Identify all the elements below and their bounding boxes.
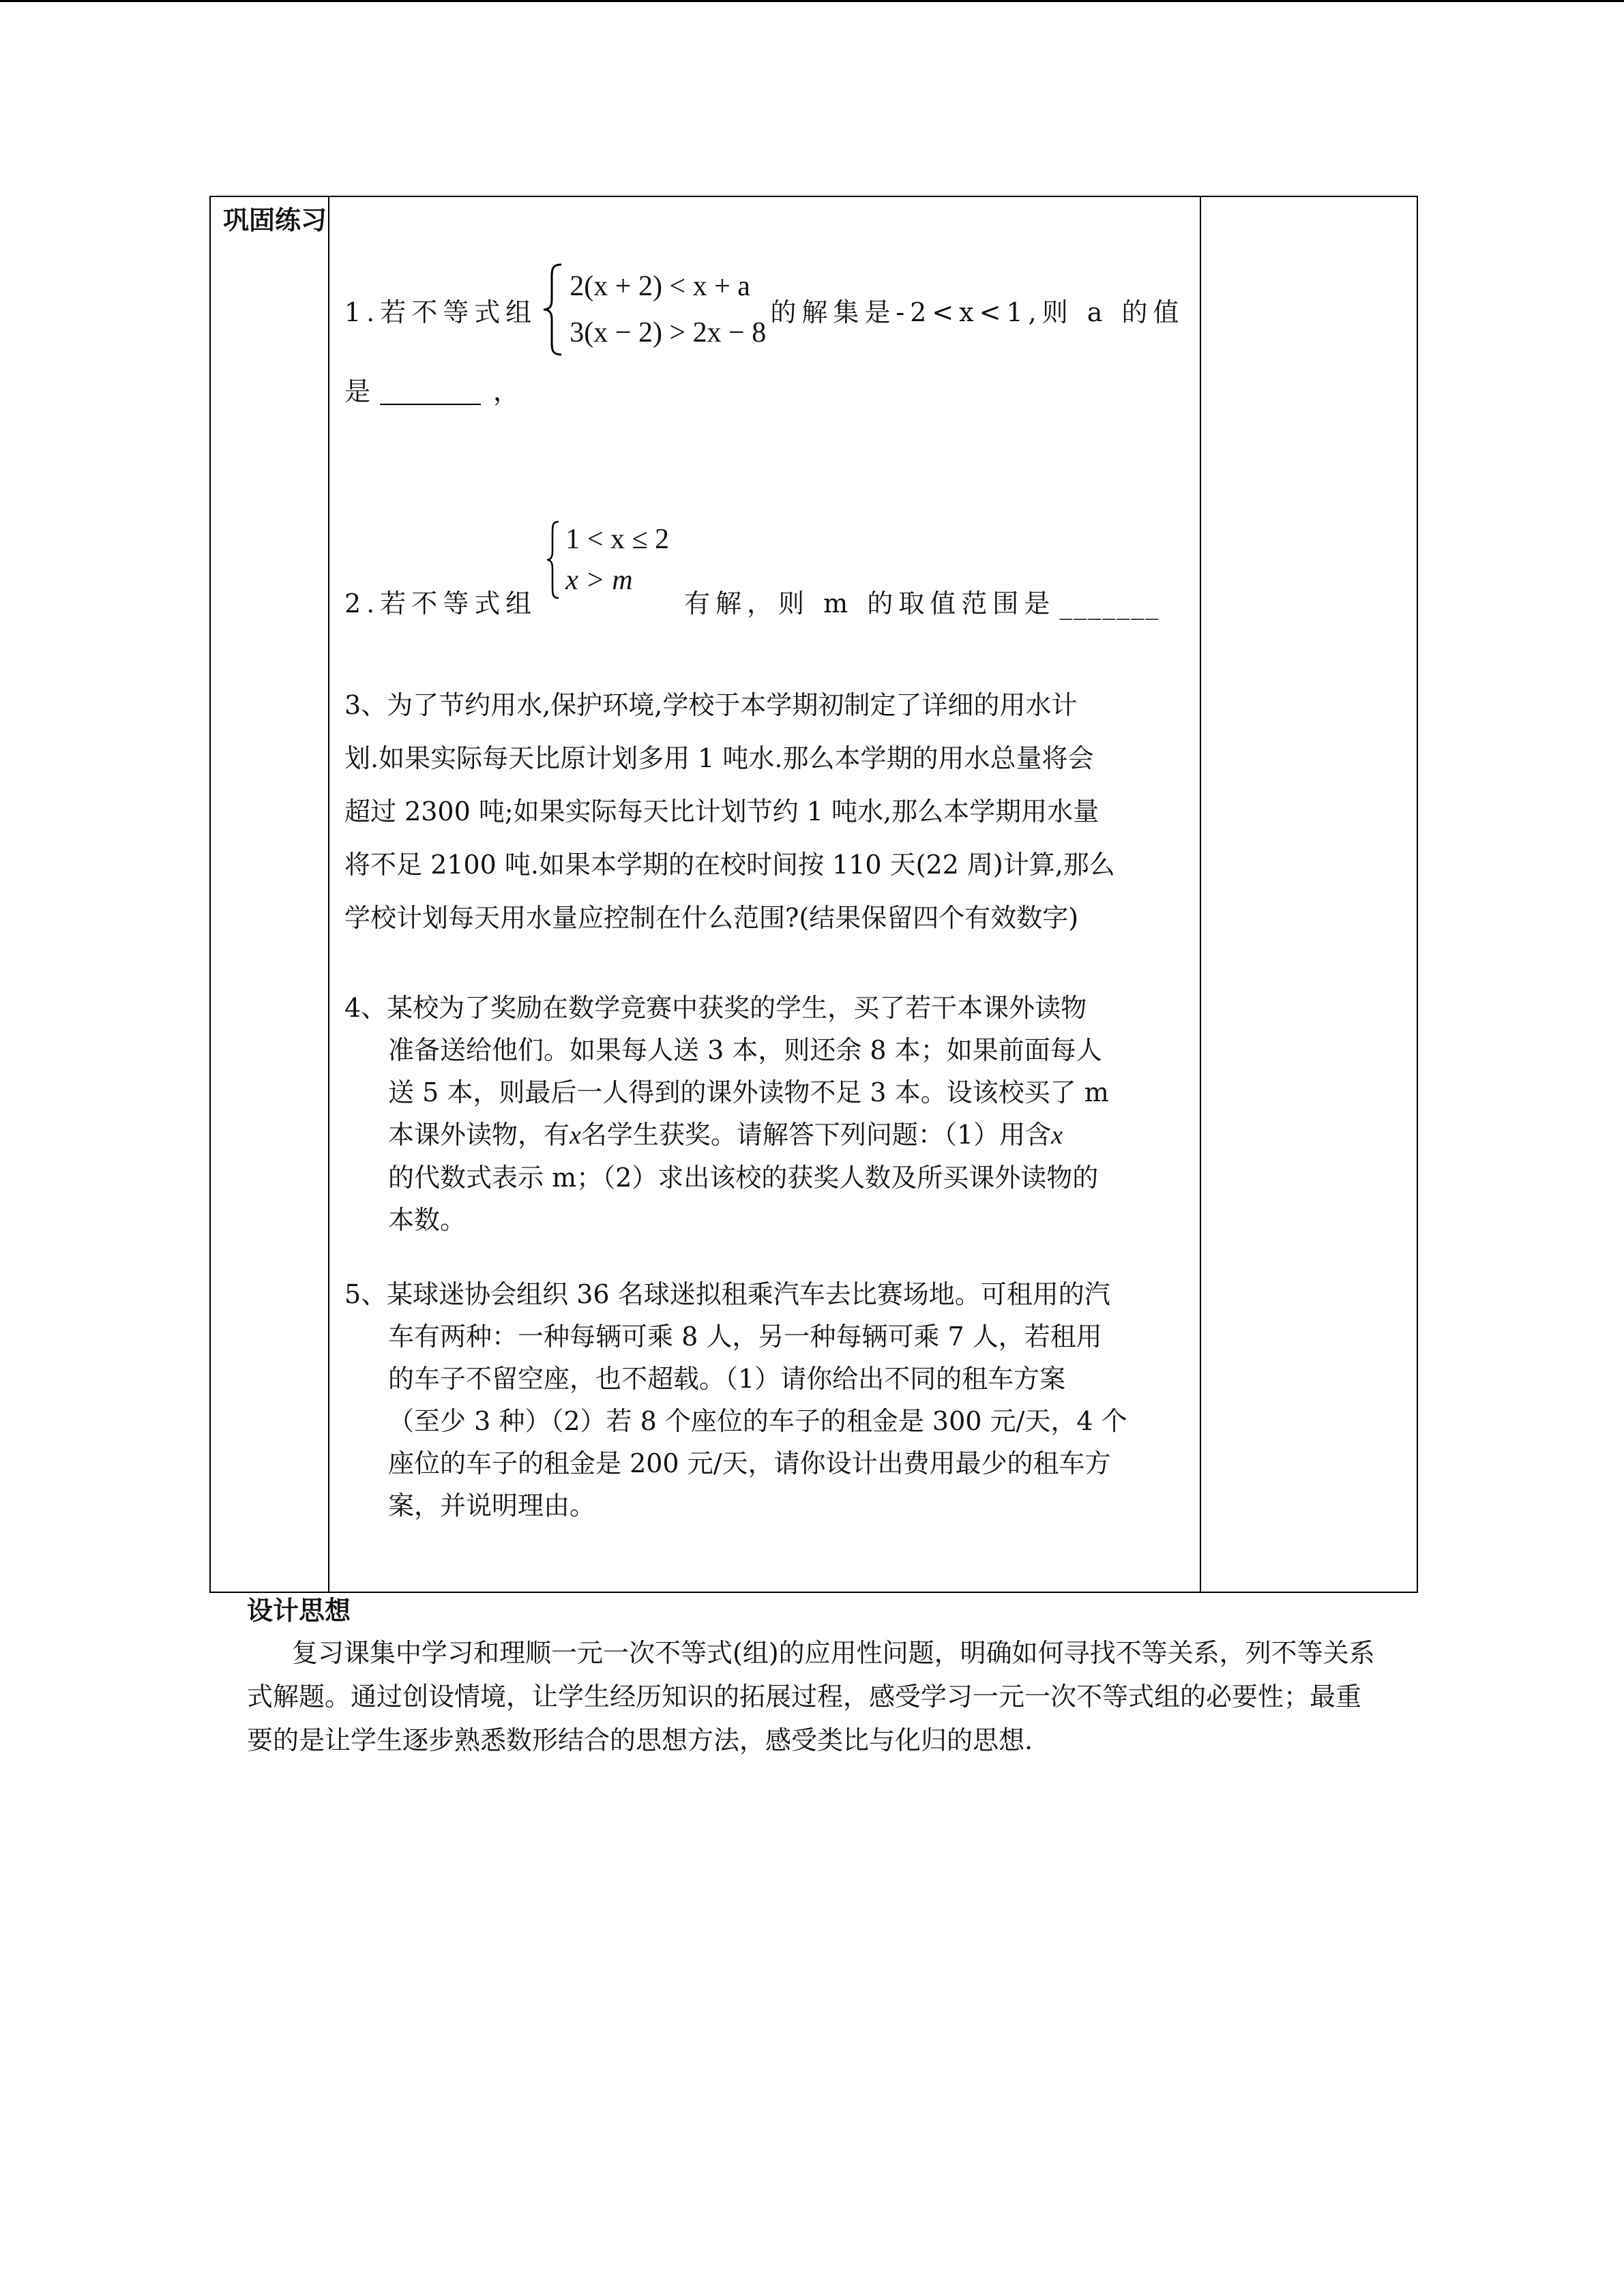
q3-line: 3、为了节约用水,保护环境,学校于本学期初制定了详细的用水计: [344, 690, 1078, 720]
q1-equation-1: 2(x + 2) < x + a: [570, 271, 750, 302]
question-5: [344, 1273, 1190, 1527]
q5-line: 车有两种：一种每辆可乘 8 人，另一种每辆可乘 7 人，若租用: [388, 1322, 1102, 1352]
q5-line: 案，并说明理由。: [388, 1491, 596, 1521]
q3-line: 学校计划每天用水量应控制在什么范围?(结果保留四个有效数字): [344, 903, 1079, 933]
q1-prefix: 1.若不等式组: [344, 297, 537, 327]
section-label: 巩固练习: [223, 205, 327, 235]
design-body: 复习课集中学习和理顺一元一次不等式(组)的应用性问题，明确如何寻找不等关系，列不等关系式解题。通过创设情境，让学生经历知识的拓展过程，感受学习一元一次不等式组的必要性；最重要的是让学生逐步熟悉数形结合的思想方法，感受类比与化归的思想.: [247, 1638, 1375, 1755]
question-3: [344, 679, 1190, 944]
q4-line: [344, 1114, 1190, 1157]
q1-equation-2: 3(x − 2) > 2x − 8: [570, 317, 767, 348]
lesson-table: [209, 196, 1418, 1593]
section-label-cell: [210, 196, 329, 1592]
q4-line: 的代数式表示 m；（2）求出该校的获奖人数及所买课外读物的: [388, 1163, 1099, 1193]
q1-line2-prefix: 是: [344, 376, 371, 406]
question-1: [344, 258, 1190, 408]
q4-line: 本数。: [388, 1205, 467, 1235]
q5-line: 的车子不留空座，也不超载。（1）请你给出不同的租车方案: [388, 1364, 1066, 1394]
q4-text: 本课外读物，有: [388, 1120, 570, 1150]
left-brace-icon: [545, 519, 560, 601]
q2-prefix: 2.若不等式组: [344, 588, 537, 618]
q2-inequality-system: [545, 519, 669, 601]
q5-line: （至少 3 种）（2）若 8 个座位的车子的租金是 300 元/天，4 个: [388, 1406, 1127, 1436]
q2-equation-1: 1 < x ≤ 2: [565, 524, 670, 555]
q1-line2-suffix: ，: [493, 376, 520, 406]
page-top-rule: [0, 0, 1624, 2]
q1-suffix: 的解集是-2<x<1,则 a 的值: [770, 297, 1185, 327]
q2-equation-2: x > m: [565, 565, 633, 596]
q4-line: 送 5 本，则最后一人得到的课外读物不足 3 本。设该校买了 m: [388, 1077, 1109, 1107]
q3-line: 将不足 2100 吨.如果本学期的在校时间按 110 天(22 周)计算,那么: [344, 850, 1115, 880]
q4-variable-x: x: [570, 1121, 581, 1150]
notes-cell: [1200, 196, 1417, 1592]
q4-line: 4、某校为了奖励在数学竞赛中获奖的学生，买了若干本课外读物: [344, 993, 1087, 1023]
q5-line: 5、某球迷协会组织 36 名球迷拟租乘汽车去比赛场地。可租用的汽: [344, 1279, 1110, 1309]
left-brace-icon: [541, 262, 564, 357]
q3-line: 超过 2300 吨;如果实际每天比计划节约 1 吨水,那么本学期用水量: [344, 796, 1099, 826]
question-2: [344, 504, 1190, 620]
q2-answer-blank[interactable]: _______: [1059, 590, 1160, 620]
q2-suffix: 有解，则 m 的取值范围是: [684, 588, 1056, 618]
question-4: [344, 987, 1190, 1241]
q4-text: 名学生获奖。请解答下列问题：（1）用含: [580, 1120, 1052, 1150]
q5-line: 座位的车子的租金是 200 元/天，请你设计出费用最少的租车方: [388, 1448, 1111, 1478]
q4-line: 准备送给他们。如果每人送 3 本，则还余 8 本；如果前面每人: [388, 1035, 1102, 1065]
design-title: 设计思想: [247, 1596, 351, 1626]
q1-inequality-system: [541, 262, 766, 357]
q3-line: 划.如果实际每天比原计划多用 1 吨水.那么本学期的用水总量将会: [344, 743, 1094, 773]
q4-variable-x: x: [1051, 1121, 1063, 1150]
q1-answer-blank[interactable]: [380, 381, 481, 405]
exercise-cell: [329, 196, 1200, 1592]
